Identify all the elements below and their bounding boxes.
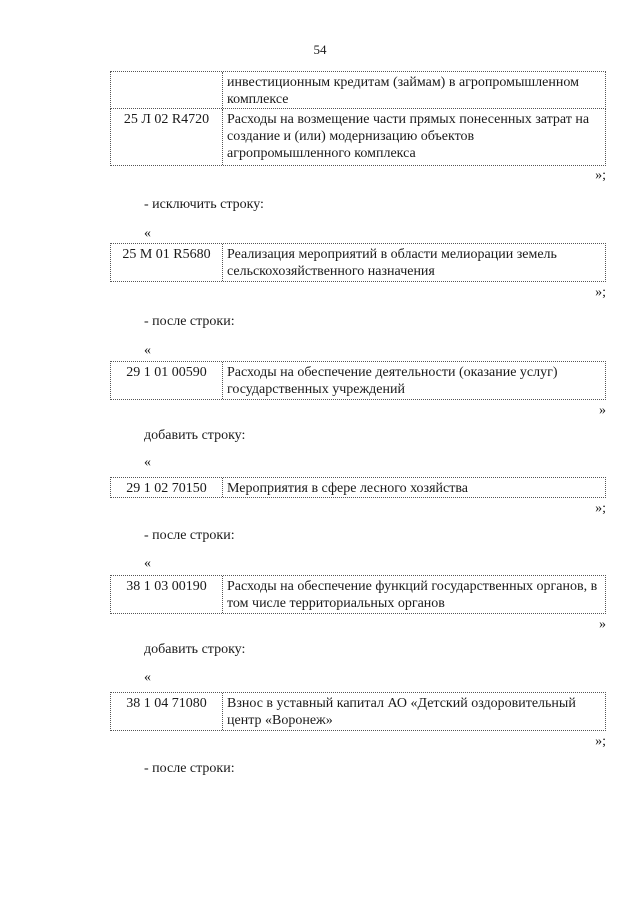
row-text: Мероприятия в сфере лесного хозяйства (227, 481, 468, 496)
instruction-add: добавить строку: (144, 428, 246, 443)
instruction-exclude: - исключить строку: (144, 197, 264, 212)
row-code (111, 72, 223, 108)
table-row (110, 477, 606, 498)
closing-quote: »; (595, 285, 606, 300)
instruction-add: добавить строку: (144, 642, 246, 657)
opening-quote: « (144, 455, 151, 470)
page-number: 54 (313, 42, 327, 57)
row-text: Расходы на возмещение части прямых понесенных затрат на создание и (или) модернизацию объектов агропромышленного комплекса (227, 112, 590, 161)
closing-quote: »; (595, 168, 606, 183)
row-code: 29 1 02 70150 (111, 478, 223, 497)
table-row (110, 692, 606, 731)
row-text: Реализация мероприятий в области мелиорации земель сельскохозяйственного назначения (227, 247, 557, 279)
table-row (110, 109, 606, 166)
closing-quote: »; (595, 501, 606, 516)
opening-quote: « (144, 226, 151, 241)
closing-quote: » (599, 403, 606, 418)
table-row (110, 243, 606, 282)
table-row (110, 361, 606, 400)
row-text: Расходы на обеспечение функций государственных органов, в том числе территориальных органов (227, 579, 598, 611)
closing-quote: »; (595, 734, 606, 749)
row-code: 25 М 01 R5680 (111, 244, 223, 281)
table-row (110, 575, 606, 614)
closing-quote: » (599, 617, 606, 632)
opening-quote: « (144, 670, 151, 685)
row-text: инвестиционным кредитам (займам) в агропромышленном комплексе (227, 75, 579, 107)
opening-quote: « (144, 343, 151, 358)
row-text: Взнос в уставный капитал АО «Детский оздоровительный центр «Воронеж» (227, 696, 576, 728)
opening-quote: « (144, 556, 151, 571)
table-row (110, 71, 606, 109)
instruction-after: - после строки: (144, 314, 235, 329)
instruction-after: - после строки: (144, 761, 235, 776)
instruction-after: - после строки: (144, 528, 235, 543)
row-code: 38 1 04 71080 (111, 693, 223, 730)
row-code: 38 1 03 00190 (111, 576, 223, 613)
row-code: 25 Л 02 R4720 (111, 109, 223, 165)
row-code: 29 1 01 00590 (111, 362, 223, 399)
row-text: Расходы на обеспечение деятельности (оказание услуг) государственных учреждений (227, 365, 558, 397)
